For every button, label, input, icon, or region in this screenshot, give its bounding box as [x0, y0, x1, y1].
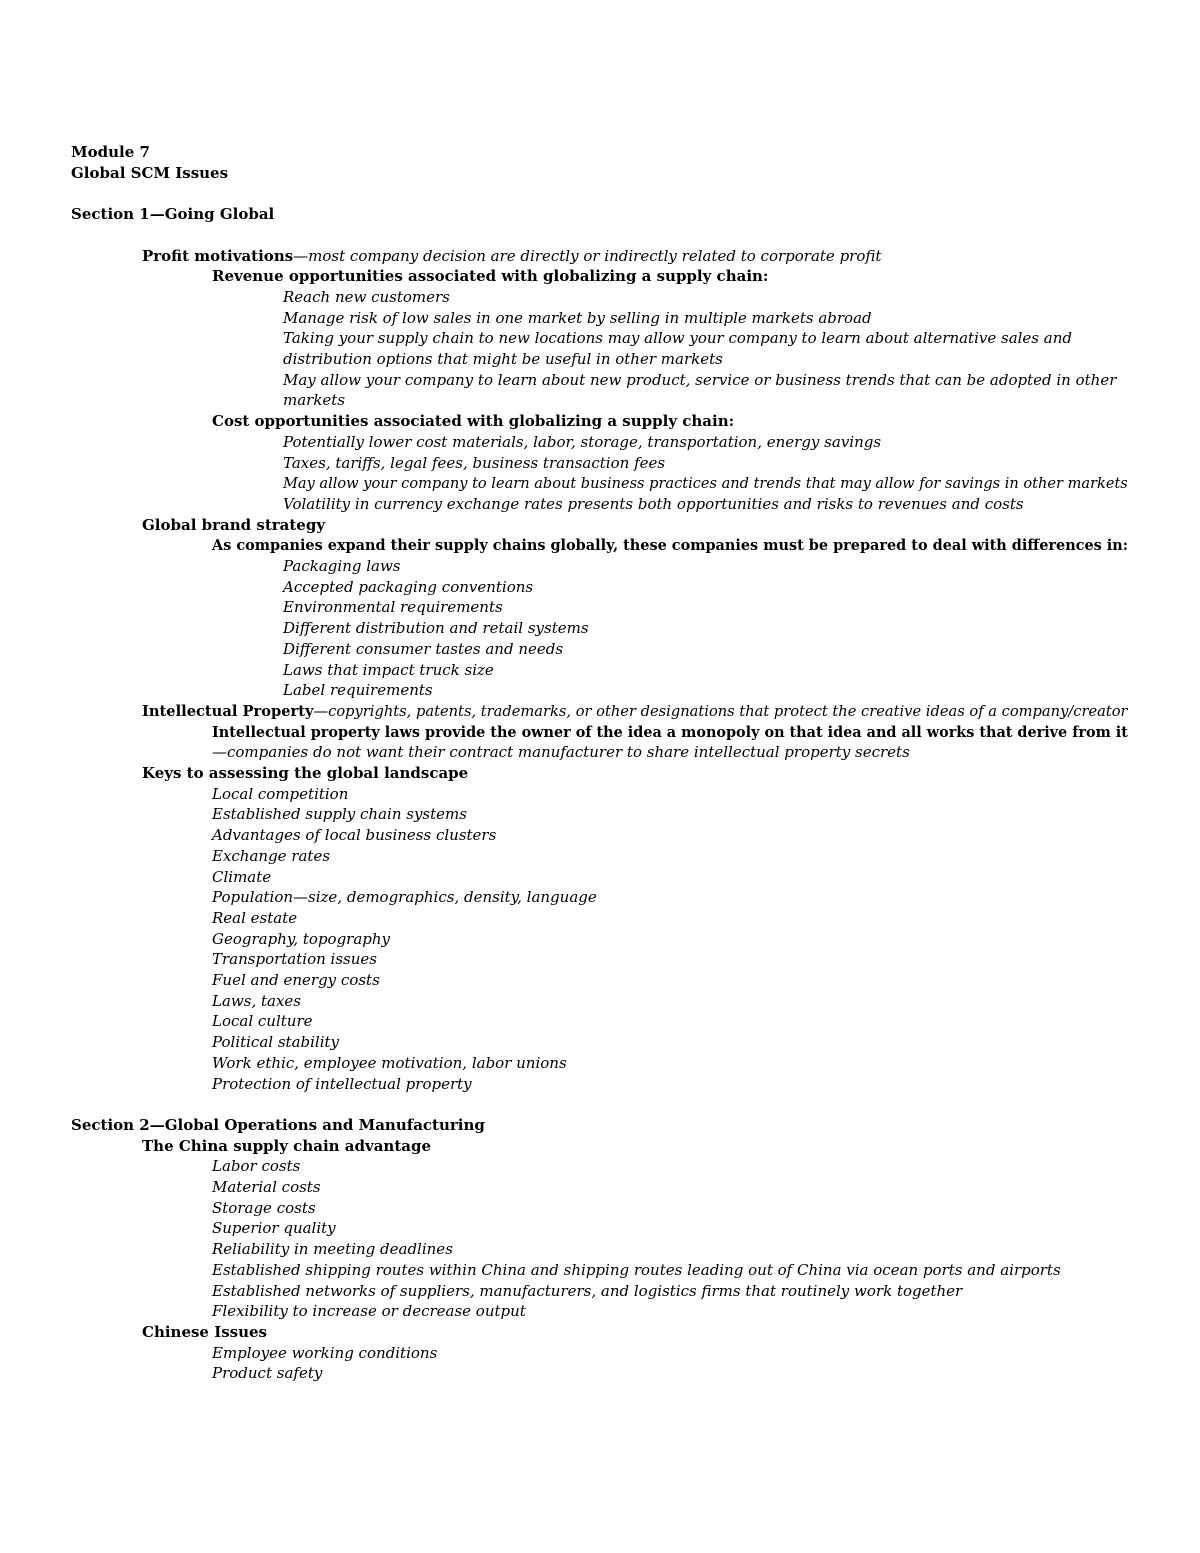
line-text [212, 784, 348, 805]
line-text [212, 991, 301, 1012]
line-text [212, 1301, 526, 1322]
line-text [212, 1343, 437, 1364]
line-text [283, 660, 494, 681]
line-text [212, 1281, 962, 1302]
line-text [212, 908, 297, 929]
text-run: Different consumer tastes and needs [283, 639, 564, 658]
line-text [212, 1053, 567, 1074]
text-run: Revenue opportunities associated with globalizing a supply chain: [212, 267, 769, 286]
line-text [212, 1239, 453, 1260]
line-text [142, 515, 325, 536]
text-run: Storage costs [212, 1198, 316, 1217]
text-run: Local competition [212, 784, 349, 803]
line-text [212, 742, 910, 763]
text-run: Population—size, demographics, density, language [212, 888, 597, 907]
text-run: Fuel and energy costs [212, 971, 380, 989]
line-text [283, 390, 345, 411]
line-text [71, 142, 150, 163]
line-text [283, 432, 881, 453]
line-text [212, 266, 768, 287]
text-run: Intellectual property laws provide the owner of the idea a monopoly on that idea and all works that derive from it [212, 722, 1128, 741]
text-run: Global brand strategy [142, 515, 326, 534]
text-run: Global SCM Issues [71, 163, 229, 182]
text-run: Advantages of local business clusters [212, 826, 497, 845]
line-text [212, 1363, 322, 1384]
line-text [71, 1115, 485, 1136]
line-text [212, 411, 734, 432]
text-run: —copyrights, patents, trademarks, or other designations that protect the creative ideas of a company/creator [313, 701, 1128, 720]
line-text [212, 804, 467, 825]
text-run: May allow your company to learn about new product, service or business trends that can be adopted in other [283, 370, 1117, 389]
text-run: As companies expand their supply chains globally, these companies must be prepared to deal with differences in: [212, 536, 1129, 555]
line-text [283, 473, 1128, 494]
text-run: Chinese Issues [142, 1322, 268, 1341]
text-run: Taking your supply chain to new locations may allow your company to learn about alternative sales and [283, 329, 1072, 348]
text-run: Accepted packaging conventions [283, 577, 534, 596]
text-run: Established supply chain systems [212, 805, 467, 824]
text-run: Material costs [212, 1178, 321, 1196]
line-text [212, 1074, 472, 1095]
text-run: Intellectual Property [142, 701, 314, 720]
text-run: Manage risk of low sales in one market by selling in multiple markets abroad [283, 308, 872, 327]
line-text [283, 349, 723, 370]
text-run: Political stability [212, 1033, 340, 1052]
text-run: Cost opportunities associated with globalizing a supply chain: [212, 412, 735, 431]
text-run: Different distribution and retail systems [283, 619, 589, 638]
line-text [212, 867, 271, 888]
text-run: —companies do not want their contract manufacturer to share intellectual property secrets [212, 743, 910, 762]
text-run: Taxes, tariffs, legal fees, business transaction fees [283, 453, 666, 472]
text-run: Work ethic, employee motivation, labor unions [212, 1053, 567, 1072]
text-run: Volatility in currency exchange rates presents both opportunities and risks to revenues and costs [283, 494, 1024, 513]
line-text [283, 618, 589, 639]
line-text [283, 577, 533, 598]
line-text [283, 308, 872, 329]
text-run: Flexibility to increase or decrease output [212, 1302, 526, 1321]
text-run: Geography, topography [212, 929, 391, 948]
text-run: Packaging laws [283, 557, 401, 575]
line-text [283, 494, 1024, 515]
line-text [71, 163, 228, 184]
text-run: Employee working conditions [212, 1343, 438, 1362]
text-run: Exchange rates [212, 846, 331, 865]
text-run: Transportation issues [212, 950, 377, 969]
text-run: Potentially lower cost materials, labor, storage, transportation, energy savings [283, 432, 882, 451]
line-text [142, 1322, 267, 1343]
line-text [212, 846, 330, 867]
text-run: Climate [212, 867, 272, 886]
line-text [212, 1177, 321, 1198]
text-run: Section 1—Going Global [71, 205, 275, 224]
text-run: Established shipping routes within China and shipping routes leading out of China via ocean ports and airports [212, 1260, 1061, 1279]
text-run: Keys to assessing the global landscape [142, 764, 469, 782]
line-text [212, 1011, 313, 1032]
line-text [212, 1260, 1061, 1281]
text-run: Laws, taxes [212, 991, 301, 1010]
text-run: Section 2—Global Operations and Manufacturing [71, 1115, 485, 1134]
line-text [283, 639, 563, 660]
text-run: —most company decision are directly or indirectly related to corporate profit [293, 246, 882, 265]
text-run: Reliability in meeting deadlines [212, 1240, 453, 1259]
text-run: Laws that impact truck size [283, 660, 494, 679]
text-run: Module 7 [71, 143, 150, 161]
line-text [283, 597, 503, 618]
text-run: distribution options that might be useful in other markets [283, 350, 723, 368]
line-text [212, 1218, 336, 1239]
line-text [212, 887, 597, 908]
line-text [142, 701, 1128, 722]
text-run: Label requirements [283, 681, 433, 700]
text-run: Superior quality [212, 1219, 336, 1238]
line-text [283, 680, 433, 701]
line-text [212, 1156, 300, 1177]
text-run: markets [283, 391, 346, 410]
line-text [212, 929, 390, 950]
text-run: Real estate [212, 908, 298, 927]
text-run: Profit motivations [142, 246, 294, 265]
line-text [212, 722, 1128, 743]
line-text [212, 1198, 316, 1219]
line-text [71, 204, 274, 225]
line-text [212, 949, 377, 970]
line-text [212, 825, 496, 846]
text-run: Product safety [212, 1364, 323, 1383]
text-run: Local culture [212, 1012, 313, 1031]
line-text [283, 556, 401, 577]
text-run: Established networks of suppliers, manufacturers, and logistics firms that routinely work together [212, 1281, 963, 1300]
line-text [283, 370, 1116, 391]
line-text [283, 287, 450, 308]
line-text [142, 763, 468, 784]
line-text [142, 1136, 431, 1157]
line-text [142, 246, 881, 267]
text-run: Protection of intellectual property [212, 1074, 472, 1093]
line-text [212, 1032, 339, 1053]
text-run: The China supply chain advantage [142, 1136, 431, 1155]
line-text [283, 453, 665, 474]
text-run: Reach new customers [283, 287, 450, 306]
text-run: May allow your company to learn about business practices and trends that may allow for savings in other markets [283, 474, 1128, 493]
line-text [212, 535, 1128, 556]
text-run: Labor costs [212, 1157, 301, 1176]
line-text [283, 328, 1072, 349]
line-text [212, 970, 380, 991]
text-run: Environmental requirements [283, 598, 503, 617]
